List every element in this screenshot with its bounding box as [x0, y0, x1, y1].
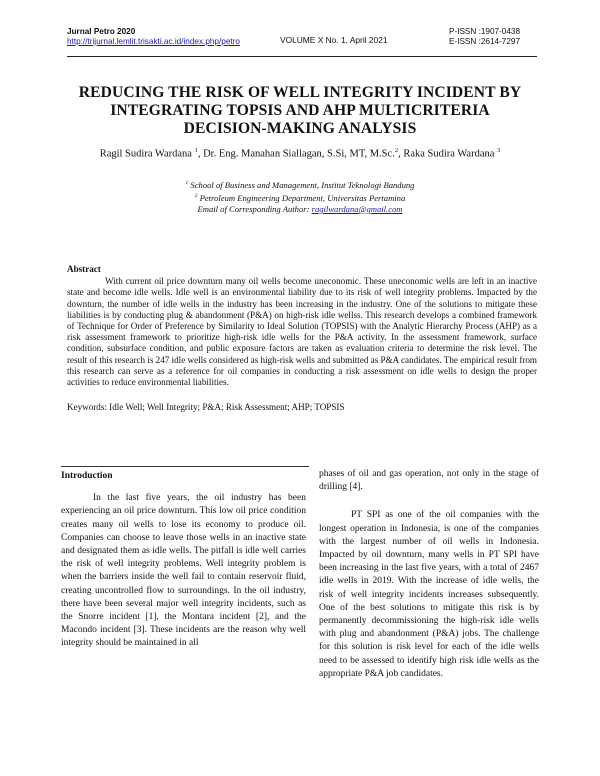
- email-label: Email of Corresponding Author:: [197, 203, 312, 214]
- abstract-heading: Abstract: [67, 264, 101, 274]
- title-line: INTEGRATING TOPSIS AND AHP MULTICRITERIA: [110, 102, 490, 119]
- introduction-heading: Introduction: [61, 471, 113, 481]
- affiliation-line: [40, 178, 560, 191]
- email-link[interactable]: ragilwardana@gmail.com: [311, 203, 403, 214]
- author-affiliation-mark: 2: [394, 147, 399, 154]
- introduction-paragraph: In the last five years, the oil industry has been experiencing an oil price downturn. This low oil price condition creates many oil wells to lose its economy to produce oil. Companies can choose to leave those wells in an inactive state and designated them as idle wells. The pitfall is idle well carries the risk of well integrity problems. Well integrity problem is when the barriers inside the well fail to contain reservoir fluid, creating uncontrolled flow to surroundings. In the oil industry, there have been several major well integrity incidents, such as the Snorre incident [1], the Montara incident [2], and the Macondo incident [3]. These incidents are the reason why well integrity should be maintained in all: [61, 493, 306, 649]
- title-line: DECISION-MAKING ANALYSIS: [183, 120, 417, 137]
- affiliation-line: [40, 191, 560, 204]
- author-list: [40, 147, 560, 160]
- abstract-text: With current oil price downturn many oil wells become uneconomic. These uneconomic wells are left in an inactive state and become idle wells. Idle well is an environmental liability due to its risk of well integrity problems. Impacted by the downturn, the number of idle wells in the industry has been increasing in the industry. One of the solutions to mitigate these liabilities is by conducting plug & abandonment (P&A) on high-risk idle wellss. This research develops a combined framework of Technique for Order of Preference by Similarity to Ideal Solution (TOPSIS) with the Analytic Hierarchy Process (AHP) as a risk assessment framework to prioritize high-risk idle wells for the P&A activity. In the assessment framework, surface condition, subsurface condition, and public exposure factors are taken as evaluation criteria to determine the risk level. The result of this research is 247 idle wells considered as high-risk wells and submitted as P&A candidates. The empirical result from this research can serve as a reference for oil companies in conducting a risk assessment on idle wells to design the proper activities to reduce environmental liabilities.: [67, 276, 537, 388]
- journal-info: [67, 27, 240, 47]
- affiliation-text: School of Business and Management, Institut Teknologi Bandung: [190, 179, 415, 190]
- author-name: Ragil Sudira Wardana: [99, 148, 192, 160]
- introduction-paragraph: PT SPI as one of the oil companies with the longest operation in Indonesia, is one of the companies with the largest number of oil wells in Indonesia. Impacted by oil downturn, many wells in PT SPI have been increasing in the last five years, with a total of 2467 idle wells in 2019. With the increase of idle wells, the risk of well integrity incidents increases subsequently. One of the best solutions to mitigate this risk is by permanently decommissioning the high-risk idle wells with plug and abandonment (P&A) jobs. The challenge for this solution is risk level for each of the idle wells need to be assessed to identify high risk idle wells as the appropriate P&A job candidates.: [319, 510, 539, 679]
- author-affiliation-mark: 1: [194, 147, 198, 154]
- affiliations: [40, 178, 560, 215]
- issn-info: [449, 27, 537, 47]
- title-line: REDUCING THE RISK OF WELL INTEGRITY INCIDENT BY: [78, 84, 522, 101]
- affiliation-mark: 2: [194, 192, 198, 199]
- author-affiliation-mark: 3: [497, 147, 501, 154]
- affiliation-mark: 1: [185, 180, 189, 186]
- section-divider: [61, 466, 309, 467]
- author-name: , Raka Sudira Wardana: [398, 148, 495, 160]
- header-divider: [67, 56, 537, 57]
- pissn: P-ISSN :1907-0438: [449, 27, 521, 36]
- abstract-section: [67, 264, 537, 413]
- keywords: Keywords: Idle Well; Well Integrity; P&A; Risk Assessment; AHP; TOPSIS: [67, 402, 345, 413]
- eissn: E-ISSN :2614-7297: [449, 37, 521, 46]
- paper-title: [40, 84, 560, 138]
- page-header: [67, 27, 537, 56]
- corresponding-email-line: [40, 204, 560, 215]
- introduction-paragraph-continued: phases of oil and gas operation, not only in the stage of drilling [4].: [319, 469, 539, 493]
- volume-info: VOLUME X No. 1, April 2021: [280, 35, 388, 45]
- journal-name: Jurnal Petro 2020: [67, 27, 136, 36]
- author-name: , Dr. Eng. Manahan Siallagan, S.Si, MT, M.Sc.: [197, 148, 395, 160]
- left-column: [61, 468, 306, 651]
- right-column: [319, 468, 539, 681]
- journal-url-link[interactable]: http://trijurnal.lemlit.trisakti.ac.id/index.php/petro: [67, 37, 240, 46]
- affiliation-text: Petroleum Engineering Department, Universitas Pertamina: [199, 192, 406, 203]
